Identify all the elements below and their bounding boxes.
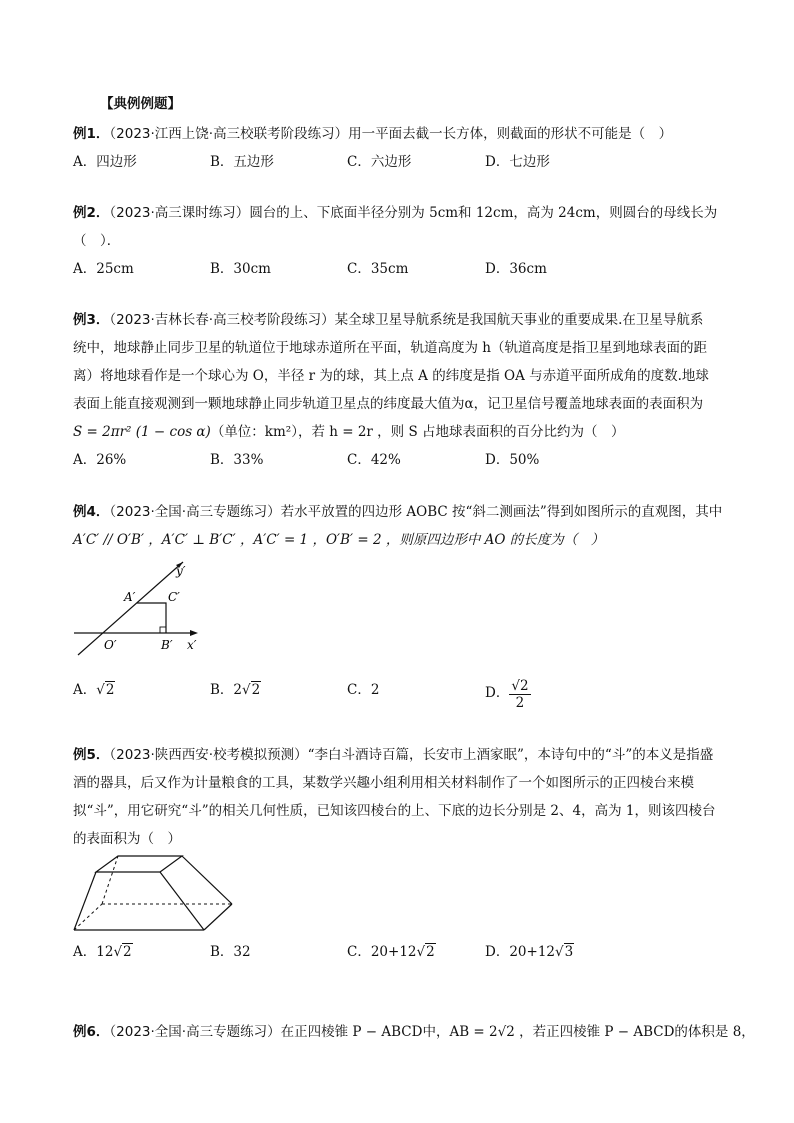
radicand: 2 — [426, 944, 435, 960]
option-letter: A．12 — [73, 944, 114, 960]
question-source: （2023·江西上饶·高三校联考阶段练习） — [109, 126, 349, 142]
sqrt-expression: √2 — [113, 944, 132, 960]
question-5-options — [73, 938, 733, 966]
option-letter: A． — [73, 682, 97, 698]
option-d[interactable]: D．七边形 — [485, 154, 550, 170]
segment-a-c-b — [137, 603, 166, 633]
options-row — [73, 446, 733, 474]
fraction — [509, 678, 530, 711]
base-left-hidden-edge — [74, 904, 102, 930]
radicand: 2 — [251, 682, 261, 698]
question-label: 例1． — [73, 126, 110, 142]
question-text-line-5: （单位：km²），若 h = 2r ，则 S 占地球表面积的百分比约为（ ） — [210, 424, 625, 440]
question-5 — [73, 741, 733, 853]
lateral-edge-back-right — [182, 856, 232, 904]
label-a-prime: A′ — [124, 590, 136, 604]
option-c[interactable]: C．35cm — [347, 261, 409, 277]
option-d[interactable]: D．50% — [485, 452, 540, 468]
question-text: 圆台的上、下底面半径分别为 5cm和 12cm，高为 24cm，则圆台的母线长为 — [249, 205, 718, 221]
option-letter: D．20+12 — [485, 944, 555, 960]
option-b[interactable]: B．30cm — [210, 261, 271, 277]
question-4 — [73, 498, 733, 554]
question-text: 若水平放置的四边形 AOBC 按“斜二测画法”得到如图所示的直观图，其中 — [280, 504, 723, 520]
option-a[interactable] — [73, 676, 115, 704]
option-b[interactable]: B．33% — [210, 452, 264, 468]
question-text-cont: （ ）． — [73, 233, 121, 249]
right-angle-mark — [160, 627, 166, 633]
question-text-line-2: A′C′ // O′B′ ，A′C′ ⊥ B′C′ ，A′C′ = 1 ，O′B′ = 2 ，则原四边形中 AO 的长度为（ ） — [73, 532, 605, 548]
option-d[interactable] — [485, 676, 531, 711]
label-x-prime: x′ — [187, 638, 197, 652]
question-text-line-4: 的表面积为（ ） — [73, 831, 181, 847]
options-row — [73, 148, 733, 176]
sqrt-expression: √3 — [555, 944, 574, 960]
numerator: √2 — [511, 678, 529, 694]
option-b[interactable]: B．五边形 — [210, 154, 274, 170]
radicand: 2 — [519, 678, 529, 694]
option-a[interactable]: A．四边形 — [73, 154, 137, 170]
question-source: （2023·吉林长春·高三校考阶段练习） — [109, 312, 335, 328]
label-b-prime: B′ — [161, 638, 173, 652]
denominator: 2 — [515, 695, 525, 711]
radicand: 2 — [123, 944, 132, 960]
question-6 — [73, 1018, 755, 1046]
question-2 — [73, 199, 733, 283]
lateral-edge-front-right — [160, 872, 204, 930]
section-heading: 【典例例题】 — [100, 96, 181, 112]
label-c-prime: C′ — [168, 590, 180, 604]
question-text: 在正四棱锥 P − ABCD中，AB = 2√2 ，若正四棱锥 P − ABCD的体积是 8， — [280, 1024, 755, 1040]
options-row — [73, 938, 733, 966]
option-letter: C．20+12 — [347, 944, 417, 960]
question-text: “李白斗酒诗百篇，长安市上酒家眠”，本诗句中的“斗”的本义是指盛 — [307, 747, 714, 763]
question-source: （2023·全国·高三专题练习） — [109, 1024, 281, 1040]
question-label: 例2． — [73, 205, 110, 221]
option-letter: B． — [210, 682, 234, 698]
option-c[interactable]: C．2 — [347, 682, 380, 698]
option-letter: D． — [485, 685, 510, 701]
question-4-options — [73, 676, 733, 711]
question-text: 用一平面去截一长方体，则截面的形状不可能是（ ） — [348, 126, 673, 142]
radicand: 3 — [564, 944, 574, 960]
frustum-figure — [70, 852, 236, 934]
sqrt-expression: 2√2 — [233, 682, 261, 698]
question-text-line-2: 酒的器具，后又作为计量粮食的工具，某数学兴趣小组利用相关材料制作了一个如图所示的正四棱台来模 — [73, 775, 694, 791]
coefficient: 2 — [233, 682, 243, 698]
option-d[interactable]: D．36cm — [485, 261, 547, 277]
label-y-prime: y′ — [176, 564, 186, 578]
question-label: 例4． — [73, 504, 110, 520]
option-c[interactable]: C．42% — [347, 452, 401, 468]
option-c[interactable]: C．六边形 — [347, 154, 412, 170]
lateral-edge-back-left-hidden — [102, 856, 118, 904]
options-row — [73, 676, 733, 711]
question-3 — [73, 306, 733, 474]
question-text-line-2: 统中，地球静止同步卫星的轨道位于地球赤道所在平面，轨道高度为 h（轨道高度是指卫星到地球表面的距 — [73, 340, 707, 356]
option-a[interactable]: A．25cm — [73, 261, 134, 277]
base-right-edge — [204, 904, 232, 930]
question-source: （2023·陕西西安·校考模拟预测） — [109, 747, 308, 763]
oblique-projection-figure — [70, 558, 210, 660]
option-b[interactable] — [210, 676, 261, 704]
question-text-line-3: 离）将地球看作是一个球心为 O，半径 r 为的球，其上点 A 的纬度是指 OA 与赤道平面所成角的度数.地球 — [73, 368, 709, 384]
options-row — [73, 255, 733, 283]
question-1 — [73, 120, 733, 176]
sqrt-expression: √2 — [416, 944, 435, 960]
option-d[interactable] — [485, 938, 574, 966]
question-label: 例6． — [73, 1024, 110, 1040]
question-text: 某全球卫星导航系统是我国航天事业的重要成果.在卫星导航系 — [334, 312, 704, 328]
sqrt-expression: √2 — [96, 682, 115, 698]
question-label: 例3． — [73, 312, 110, 328]
area-formula: S = 2πr² (1 − cos α) — [73, 424, 211, 440]
option-a[interactable]: A．26% — [73, 452, 127, 468]
question-source: （2023·高三课时练习） — [109, 205, 250, 221]
option-b[interactable]: B．32 — [210, 944, 251, 960]
top-face — [96, 856, 182, 872]
option-a[interactable] — [73, 938, 133, 966]
lateral-edge-front-left — [74, 872, 96, 930]
option-c[interactable] — [347, 938, 436, 966]
question-text-line-4: 表面上能直接观测到一颗地球静止同步轨道卫星点的纬度最大值为α，记卫星信号覆盖地球表面的表面积为 — [73, 396, 704, 412]
radicand: 2 — [105, 682, 115, 698]
question-text-line-3: 拟“斗”，用它研究“斗”的相关几何性质，已知该四棱台的上、下底的边长分别是 2、4，高为 1，则该四棱台 — [73, 803, 716, 819]
label-o-prime: O′ — [104, 638, 117, 652]
question-source: （2023·全国·高三专题练习） — [109, 504, 281, 520]
question-label: 例5． — [73, 747, 110, 763]
x-axis-arrow — [190, 630, 198, 636]
